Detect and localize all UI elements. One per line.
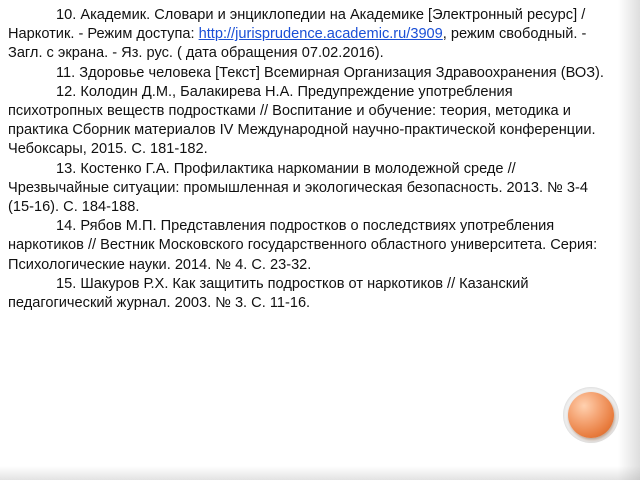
reference-list xyxy=(8,6,608,313)
reference-item: 15. Шакуров Р.Х. Как защитить подростков от наркотиков // Казанский педагогический журнал. 2003. № 3. С. 11-16. xyxy=(8,275,529,312)
reference-item: 14. Рябов М.П. Представления подростков о последствиях употребления наркотиков // Вестник Московского государственного областного университета. Серия: Психологические науки. 2014. № 4. С. 23-32. xyxy=(8,218,598,273)
slide-bottom-shadow xyxy=(0,466,640,480)
reference-item: 11. Здоровье человека [Текст] Всемирная Организация Здравоохранения (ВОЗ). xyxy=(56,64,604,81)
reference-text: , режим свободный. - Загл. с экрана. - Яз. рус. ( дата обращения 07.02.2016). xyxy=(8,26,587,62)
reference-item xyxy=(8,6,608,64)
slide-edge-shadow xyxy=(618,0,640,480)
decorative-orb-icon xyxy=(568,392,614,438)
reference-item: 13. Костенко Г.А. Профилактика наркомании в молодежной среде // Чрезвычайные ситуации: промышленная и экологическая безопасность. 2013. № 3-4 (15-16). С. 184-188. xyxy=(8,160,588,216)
reference-item: 12. Колодин Д.М., Балакирева Н.А. Предупреждение употребления психотропных веществ подростками // Воспитание и обучение: теория, методика и практика Сборник материалов IV Международной научно-практической конференции. Чебоксары, 2015. С. 181-182. xyxy=(8,83,596,158)
reference-text: 10. Академик. Словари и энциклопедии на Академике [Электронный ресурс] / Наркотик. - Режим доступа: xyxy=(8,7,586,43)
reference-link[interactable]: http://jurisprudence.academic.ru/3909 xyxy=(198,26,443,43)
